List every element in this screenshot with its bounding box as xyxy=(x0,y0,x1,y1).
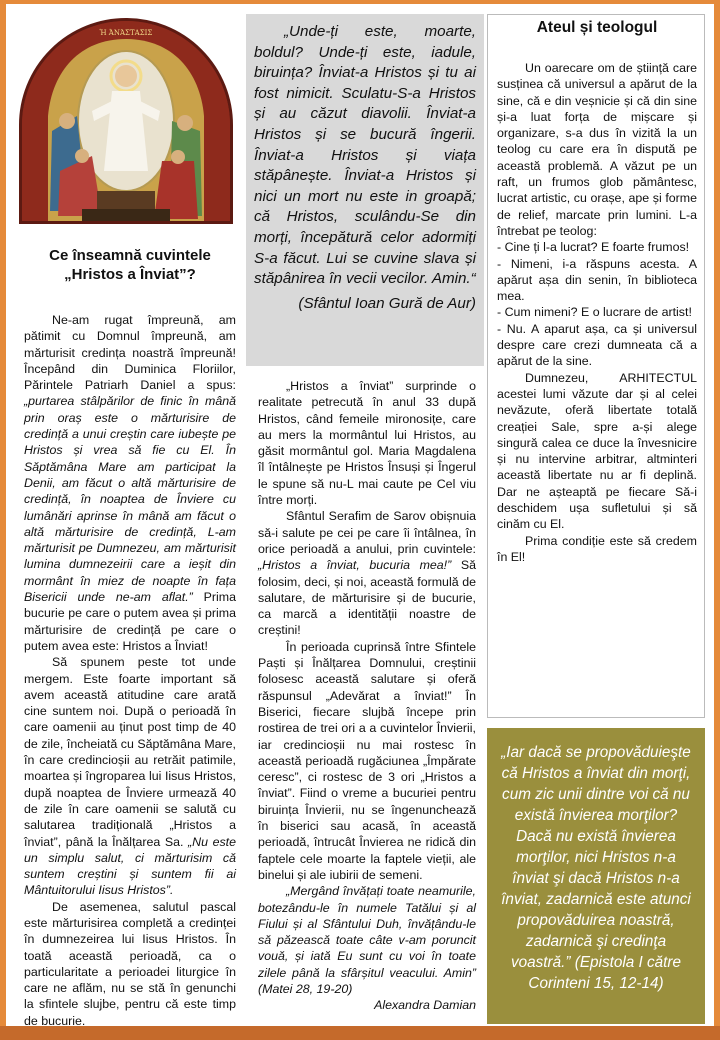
left-paragraph-3: De asemenea, salutul pascal este mărturisirea completă a credinței în dumnezeirea lui Iisus Hristos. În toată această perioadă, ca o particularitate a perioadei liturgice în care ne aflăm, nu se stă în genunchi la sfintele slujbe, pentru că este timp de bucurie. xyxy=(24,899,236,1028)
left-p2-quote: „Nu este un simplu salut, ci mărturisim că suntem creștini și suntem fii ai Mântuitorului Iisus Hristos”. xyxy=(24,834,236,898)
resurrection-icon xyxy=(19,18,233,224)
corinthians-quote-box: „Iar dacă se propovăduieşte că Hristos a înviat din morţi, cum zic unii dintre voi că nu există învierea morţilor? Dacă nu există învierea morţilor, nici Hristos n-a înviat şi dacă Hristos n-a înviat, zadarnică este atunci propovăduirea noastră, zadarnică şi credinţa voastră.” (Epistola I către Corinteni 15, 12-14) xyxy=(487,728,705,1024)
article-author: Alexandra Damian xyxy=(374,998,476,1013)
middle-paragraph-1: „Hristos a înviat” surprinde o realitate petrecută în anul 33 după Hristos, când femeile mironosițe, care au mers la mormântul lui Hristos, au găsit mormântul gol. Maria Magdalena îl întâlnește pe Hristos Însuși și Îngerul le spune să nu-L mai caute pe Cel viu între morți. xyxy=(258,379,476,508)
quote-text: „Unde-ți este, moarte, boldul? Unde-ți este, iadule, biruința? Înviat-a Hristos și tu ai fost nimicit. Sculatu-S-a Hristos și au căzut diavolii. Înviat-a Hristos și se bucură îngerii. Înviat-a Hristos și viața stăpânește. Înviat-a Hristos și nici un mort nu este in groapă; că Hristos, sculându-Se din morți, începătură celor adormiți S-a făcut. Lui se cuvine slava și stăpânirea în vecii vecilor. Amin.“ xyxy=(254,23,476,288)
left-paragraph-2 xyxy=(24,654,236,898)
left-p1-text: Ne-am rugat împreună, am pătimit cu Domnul împreună, am mărturisit credința noastră împreună! Începând din Duminica Floriilor, Părintele Patriarh Daniel a spus: xyxy=(24,313,236,393)
middle-p2-end: Să folosim, deci, și noi, această formulă de salutare, de mărturisire și de bucurie, ca marcă a identității noastre de creștini! xyxy=(258,558,476,638)
middle-article xyxy=(258,378,476,1014)
middle-paragraph-4: „Mergând învățați toate neamurile, botezându-le în numele Tatălui și al Fiului și al Sfântului Duh, învățându-le să păzească toate câte v-am poruncit vouă, și iată Eu sunt cu voi în toate zilele până la sfârșitul veacului. Amin” (Matei 28, 19-20) xyxy=(258,884,476,996)
right-paragraph-2: Dumnezeu, ARHITECTUL acestei lumi văzute dar și al celei nevăzute, oferă libertate totală creației Sale, spre a-și alege singură calea ce duce la învesnicire și nu intervine arbitrar, altminteri această libertate nu ar fi deplină. Dar ne așteaptă pe fiecare Să-i deschidem ușa sufletului și să cinăm cu El. xyxy=(497,370,697,532)
dialogue-line-4: - Nu. A aparut așa, ca și universul despre care crezi dumneata că a apărut de la sine. xyxy=(497,321,697,369)
right-title: Ateul și teologul xyxy=(536,19,658,36)
left-title xyxy=(24,246,236,284)
chrysostom-quote-box xyxy=(246,14,484,366)
right-paragraph-1: Un oarecare om de știință care susținea că universul a apărut de la sine, că e din veșnicie și că din sine și-a luat forța de mișcare și organizare, s-a dus în vizită la un teolog cu care era în dispută pe această problemă. A văzut pe un raft, un frumos glob pământesc, lucrat artistic, cu orașe, ape și forme de relief, marcate prin lumini. L-a întrebat pe teolog: xyxy=(497,61,697,238)
middle-paragraph-2 xyxy=(258,508,476,638)
icon-caption: Ἡ ἈΝΆΣΤΑΣΙΣ xyxy=(99,29,153,37)
left-p1-quote: „purtarea stâlpărilor de finic în mână prin oraș este o mărturisire de credință a unui creștin care iubește pe Hristos și vrea să fie cu El. În Săptămâna Mare am participat la Denii, am făcut o altă mărturisire de credință, în noaptea de Înviere cu lumânări aprinse în mână am făcut o altă mărturisire de credință, L-am mărturisit pe Dumnezeu, am mărturisit lumina dumnezeirii care a ieșit din mormânt în miez de noapte în fața Bisericii unde ne-am aflat.” xyxy=(24,394,236,605)
right-paragraph-3: Prima condiție este să credem în El! xyxy=(497,533,697,564)
quote-source: (Sfântul Ioan Gură de Aur) xyxy=(298,294,476,312)
dialogue-line-1: - Cine ți l-a lucrat? E foarte frumos! xyxy=(497,240,690,255)
right-article xyxy=(497,60,697,565)
dialogue-line-3: - Cum nimeni? E o lucrare de artist! xyxy=(497,305,692,320)
middle-p2-text: Sfântul Serafim de Sarov obișnuia să-i salute pe cei pe care îi întâlnea, în orice perioadă a anului, prin cuvintele: xyxy=(258,509,476,556)
left-paragraph-1 xyxy=(24,312,236,654)
middle-p2-quote: „Hristos a înviat, bucuria mea!” xyxy=(258,558,452,573)
left-p1-end: Prima bucurie pe care o putem avea și prima mărturisire de credință pe care o putem avea este: Hristos a Înviat! xyxy=(24,590,236,653)
left-title-line2: „Hristos a Înviat”? xyxy=(64,266,196,283)
left-article xyxy=(24,312,236,1029)
left-p2-text: Să spunem peste tot unde mergem. Este foarte important să avem această atitudine care arată cine suntem noi. După o perioadă în care oamenii au ținut post timp de 40 de zile, încheiată cu Săptămâna Mare, în care credincioșii au retrăit patimile, moartea și îngroparea lui Iisus Hristos, după noaptea de Înviere urmează 40 de zile în care oamenii se salută cu salutarea tradițională „Hristos a înviat”, până la Înălțarea Sa. xyxy=(24,655,236,849)
dialogue-line-2: - Nimeni, i-a răspuns acesta. A apărut așa din senin, în biblioteca mea. xyxy=(497,256,697,304)
middle-paragraph-3: În perioada cuprinsă între Sfintele Paști și Înălțarea Domnului, creștinii folosesc această salutare și oferă răspunsul „Adevărat a înviat!” În Biserici, fiecare slujbă începe prin rostirea de trei ori a a cuvintelor Învierii, iar credincioșii nu mai rostesc în această perioadă rugăciunea „Împărate ceresc”, ci rostesc de 3 ori „Hristos a înviat”. Fiind o vreme a bucuriei pentru biruința Învierii, nu se îngenunchează în biserici sau acasă, în această perioadă, întrucât Învierea ne ridică din faptele cele moarte la faptele vieții, ale binelui și ale iubirii de semeni. xyxy=(258,639,476,882)
left-title-line1: Ce înseamnă cuvintele xyxy=(49,247,211,264)
